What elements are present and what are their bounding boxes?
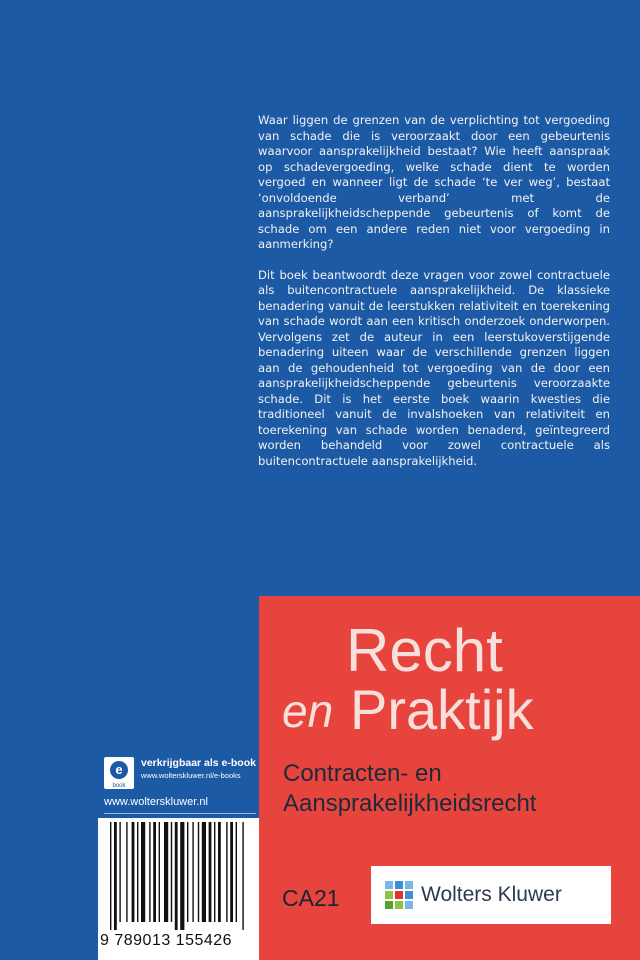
- barcode-bar: [114, 822, 117, 930]
- ebook-badge: [104, 757, 256, 789]
- barcode-bar: [218, 822, 221, 922]
- barcode-bar: [187, 822, 188, 922]
- barcode-bar: [230, 822, 233, 922]
- barcode-number: 9 789013 155426: [100, 932, 233, 949]
- publisher-name: Wolters Kluwer: [421, 883, 562, 906]
- series-code: CA21: [282, 885, 340, 911]
- barcode-bar: [164, 822, 168, 922]
- series-subtitle-line-1: Contracten- en: [283, 760, 442, 787]
- barcode-bar: [202, 822, 206, 922]
- barcode-bar: [141, 822, 145, 922]
- barcode-bar: [192, 822, 193, 922]
- blurb-paragraph-1: Waar liggen de grenzen van de verplichting tot vergoeding van schade die is veroorzaakt door een gebeurtenis waarvoor aansprakelijkheid bestaat? Wie heeft aanspraak op schadevergoeding, welke schade dient te worden vergoed en wanneer ligt de schade ‘te ver weg’, bestaat ‘onvoldoende verband’ met de aansprakelijkheidscheppende gebeurtenis of komt de schade om een andere reden niet voor vergoeding in aanmerking?: [258, 113, 610, 251]
- blurb-text: [258, 113, 610, 469]
- publisher-logo: [371, 866, 611, 924]
- barcode-bar: [153, 822, 156, 922]
- barcode-bar: [236, 822, 237, 922]
- ebook-url: www.wolterskluwer.nl/e-books: [141, 771, 241, 780]
- ebook-icon-caption: book: [112, 783, 126, 789]
- barcode-bar: [180, 822, 184, 930]
- barcode-bar: [137, 822, 138, 922]
- wolters-kluwer-logo-icon: [385, 881, 413, 909]
- barcode-bar: [198, 822, 199, 922]
- blurb-paragraph-2: Dit boek beantwoordt deze vragen voor zowel contractuele als buitencontractuele aansprakelijkheid. De klassieke benadering vanuit de leerstukken relativiteit en toerekening van schade wordt aan een kritisch onderzoek onderworpen. Vervolgens zet de auteur in een leerstukoverstijgende benadering uiteen waar de verschillende grenzen liggen aan de gehoudenheid tot vergoeding van de door een aansprakelijkheidscheppende gebeurtenis veroorzaakte schade. Dit is het eerste boek waarin kwesties die traditioneel vanuit de invalshoeken van relativiteit en toerekening van schade worden benaderd, geïntegreerd worden behandeld voor zowel contractuele als buitencontractuele aansprakelijkheid.: [258, 267, 610, 468]
- barcode-bar: [242, 822, 243, 930]
- barcode-bar: [159, 822, 160, 922]
- barcode-bar: [214, 822, 215, 922]
- ebook-title: verkrijgbaar als e-book: [141, 757, 256, 769]
- barcode-bar: [209, 822, 212, 922]
- series-subtitle-line-2: Aansprakelijkheidsrecht: [283, 790, 537, 817]
- ebook-icon-letter: e: [115, 762, 123, 777]
- barcode-bar: [149, 822, 150, 922]
- series-title-praktijk: Praktijk: [350, 678, 534, 741]
- series-title-recht: Recht: [346, 617, 503, 684]
- barcode-icon: [98, 822, 259, 932]
- barcode-bar: [175, 822, 178, 930]
- barcode-bar: [226, 822, 227, 922]
- barcode-bar: [171, 822, 172, 922]
- divider: [104, 813, 256, 814]
- ebook-icon: [104, 757, 134, 789]
- barcode-bar: [119, 822, 120, 922]
- publisher-website: www.wolterskluwer.nl: [104, 796, 208, 808]
- barcode-bar: [132, 822, 135, 922]
- barcode-bar: [110, 822, 111, 930]
- barcode-bar: [126, 822, 127, 922]
- series-title-en: en: [282, 685, 334, 737]
